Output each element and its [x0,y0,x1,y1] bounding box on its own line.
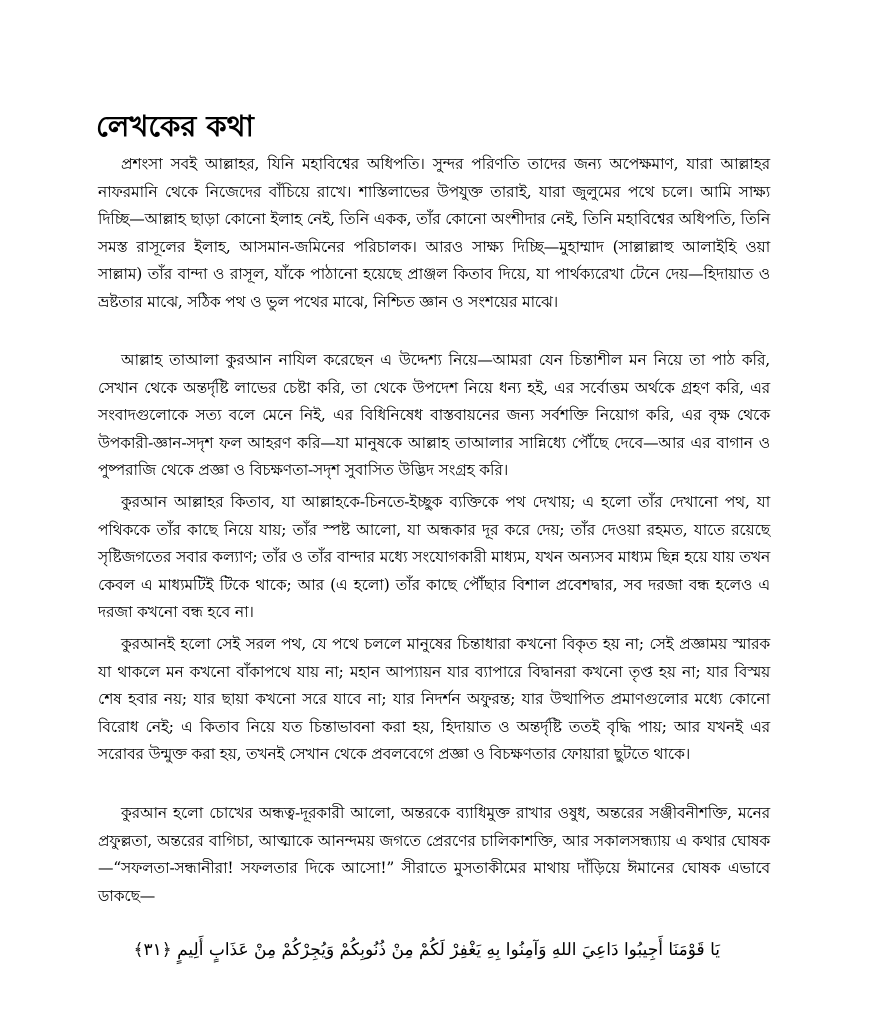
paragraph-light: কুরআন হলো চোখের অন্ধত্ব-দূরকারী আলো, অন্তরকে ব্যাধিমুক্ত রাখার ওষুধ, অন্তরের সঞ্জীবনীশক্তি, মনের প্রফুল্লতা, অন্তরের বাগিচা, আত্মাকে আনন্দময় জগতে প্রেরণের চালিকাশক্তি, আর সকালসন্ধ্যায় এ কথার ঘোষক—“সফলতা-সন্ধানীরা! সফলতার দিকে আসো!” সীরাতে মুসতাকীমের মাথায় দাঁড়িয়ে ঈমানের ঘোষক এভাবে ডাকছে— [98,804,770,905]
paragraph-purpose: আল্লাহ তাআলা কুরআন নাযিল করেছেন এ উদ্দেশ্য নিয়ে—আমরা যেন চিন্তাশীল মন নিয়ে তা পাঠ করি, সেখান থেকে অন্তর্দৃষ্টি লাভের চেষ্টা করি, তা থেকে উপদেশ নিয়ে ধন্য হই, এর সর্বোত্তম অর্থকে গ্রহণ করি, এর সংবাদগুলোকে সত্য বলে মেনে নিই, এর বিধিনিষেধ বাস্তবায়নের জন্য সর্বশক্তি নিয়োগ করি, এর বৃক্ষ থেকে উপকারী-জ্ঞান-সদৃশ ফল আহরণ করি—যা মানুষকে আল্লাহ তাআলার সান্নিধ্যে পৌঁছে দেবে—আর এর বাগান ও পুষ্পরাজি থেকে প্রজ্ঞা ও বিচক্ষণতা-সদৃশ সুবাসিত উদ্ভিদ সংগ্রহ করি। [98,351,770,479]
paragraph-straight-path: কুরআনই হলো সেই সরল পথ, যে পথে চললে মানুষের চিন্তাধারা কখনো বিকৃত হয় না; সেই প্রজ্ঞাময় স্মারক যা থাকলে মন কখনো বাঁকাপথে যায় না; মহান আপ্যায়ন যার ব্যাপারে বিদ্বানরা কখনো তৃপ্ত হয় না; যার বিস্ময় শেষ হবার নয়; যার ছায়া কখনো সরে যাবে না; যার নিদর্শন অফুরন্ত; যার উত্থাপিত প্রমাণগুলোর মধ্যে কোনো বিরোধ নেই; এ কিতাব নিয়ে যত চিন্তাভাবনা করা হয়, হিদায়াত ও অন্তর্দৃষ্টি ততই বৃদ্ধি পায়; আর যখনই এর সরোবর উন্মুক্ত করা হয়, তখনই সেখান থেকে প্রবলবেগে প্রজ্ঞা ও বিচক্ষণতার ফোয়ারা ছুটতে থাকে। [98,635,770,763]
paragraph-praise: প্রশংসা সবই আল্লাহর, যিনি মহাবিশ্বের অধিপতি। সুন্দর পরিণতি তাদের জন্য অপেক্ষমাণ, যারা আল্লাহর নাফরমানি থেকে নিজেদের বাঁচিয়ে রাখে। শাস্তিলাভের উপযুক্ত তারাই, যারা জুলুমের পথে চলে। আমি সাক্ষ্য দিচ্ছি—আল্লাহ ছাড়া কোনো ইলাহ নেই, তিনি একক, তাঁর কোনো অংশীদার নেই, তিনি মহাবিশ্বের অধিপতি, তিনি সমস্ত রাসূলের ইলাহ, আসমান-জমিনের পরিচালক। আরও সাক্ষ্য দিচ্ছি—মুহাম্মাদ (সাল্লাল্লাহু আলাইহি ওয়া সাল্লাম) তাঁর বান্দা ও রাসূল, যাঁকে পাঠানো হয়েছে প্রাঞ্জল কিতাব দিয়ে, যা পার্থক্যরেখা টেনে দেয়—হিদায়াত ও ভ্রষ্টতার মাঝে, সঠিক পথ ও ভুল পথের মাঝে, নিশ্চিত জ্ঞান ও সংশয়ের মাঝে। [98,155,770,311]
quran-verse: يَا قَوْمَنَا أَجِيبُوا دَاعِيَ اللهِ وَآمِنُوا بِهِ يَغْفِرْ لَكُمْ مِنْ ذُنُوبِكُمْ وَيُجِرْكُمْ مِنْ عَذَابٍ أَلِيمٍ ﴿٣١﴾ [133,940,720,960]
paragraph-book-of-allah: কুরআন আল্লাহর কিতাব, যা আল্লাহকে-চিনতে-ইচ্ছুক ব্যক্তিকে পথ দেখায়; এ হলো তাঁর দেখানো পথ, যা পথিককে তাঁর কাছে নিয়ে যায়; তাঁর স্পষ্ট আলো, যা অন্ধকার দূর করে দেয়; তাঁর দেওয়া রহমত, যাতে রয়েছে সৃষ্টিজগতের সবার কল্যাণ; তাঁর ও তাঁর বান্দার মধ্যে সংযোগকারী মাধ্যম, যখন অন্যসব মাধ্যম ছিন্ন হয়ে যায় তখন কেবল এ মাধ্যমটিই টিকে থাকে; আর (এ হলো) তাঁর কাছে পৌঁছার বিশাল প্রবেশদ্বার, সব দরজা বন্ধ হলেও এ দরজা কখনো বন্ধ হবে না। [98,493,770,621]
page-title: লেখকের কথা [96,109,254,143]
